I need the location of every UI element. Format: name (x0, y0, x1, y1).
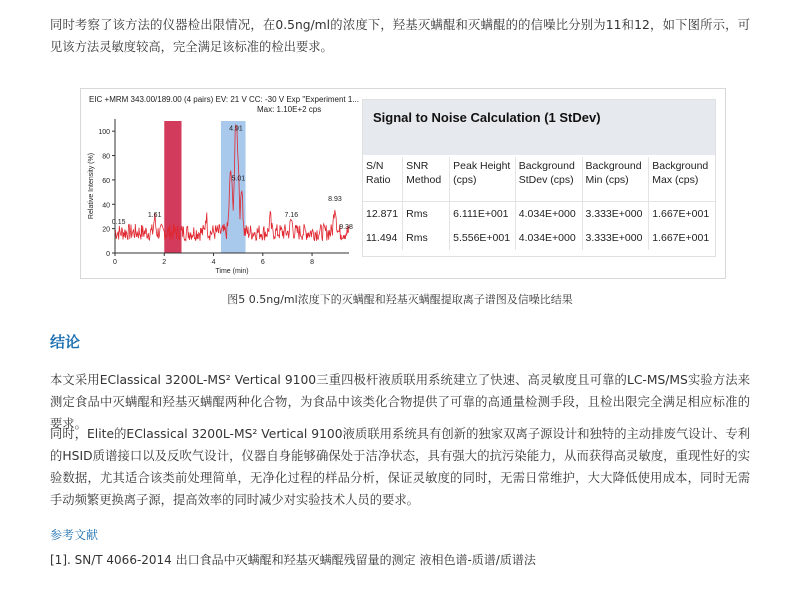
y-tick-label: 60 (102, 177, 110, 185)
peak-label: 8.93 (328, 196, 342, 204)
table-cell: 6.111E+001 (450, 202, 516, 227)
y-tick-label: 0 (106, 251, 110, 258)
y-tick-label: 40 (102, 202, 110, 210)
y-tick-label: 80 (102, 153, 110, 161)
col-header: SNR Method (403, 157, 450, 202)
conclusion-paragraph-1: 本文采用EClassical 3200L-MS² Vertical 9100三重四极杆液质联用系统建立了快速、高灵敏度且可靠的LC-MS/MS实验方法来测定食品中灭螨醌和羟基灭螨醌两种化合物，为食品中该类化合物提供了可靠的高通量检测手段，且检出限完全满足相应标准的要求。 (50, 373, 750, 431)
references-heading: 参考文献 (50, 528, 99, 542)
chromatogram-chart (81, 89, 364, 280)
table-cell: 5.556E+001 (450, 226, 516, 250)
x-tick-label: 2 (162, 259, 167, 266)
snr-title: Signal to Noise Calculation (1 StDev) (363, 100, 715, 155)
conclusion-paragraph-2: 同时，Elite的EClassical 3200L-MS² Vertical 9100液质联用系统具有创新的独家双离子源设计和独特的主动排废气设计、专利的HSID质谱接口以及反吹气设计，仪器自身能够确保处于洁净状态，具有强大的抗污染能力，从而获得高灵敏度，重现性好的实验数据，尤其适合该类前处理简单，无净化过程的样品分析，保证灵敏度的同时，无需日常维护，大大降低使用成本，同时无需手动频繁更换离子源，提高效率的同时减少对实验技术人员的要求。 (50, 427, 750, 507)
reference-item: [1]. SN/T 4066-2014 出口食品中灭螨醌和羟基灭螨醌残留量的测定 液相色谱-质谱/质谱法 (50, 553, 536, 567)
peak-label: 4.91 (229, 125, 243, 133)
chart-header-line2: Max: 1.10E+2 cps (257, 105, 322, 114)
table-cell: Rms (403, 202, 450, 227)
x-tick-label: 4 (211, 259, 216, 266)
y-axis-label: Relative Intensity (%) (88, 152, 95, 220)
table-row (363, 226, 715, 250)
x-tick-label: 6 (260, 259, 265, 266)
snr-panel (362, 99, 716, 257)
highlight-window (221, 121, 246, 253)
col-header: Background StDev (cps) (515, 157, 582, 202)
snr-table (363, 157, 715, 250)
conclusion-heading: 结论 (50, 333, 81, 351)
table-cell: 4.034E+000 (515, 226, 582, 250)
intro-paragraph: 同时考察了该方法的仪器检出限情况，在0.5ng/ml的浓度下，羟基灭螨醌和灭螨醌的的信噪比分别为11和12，如下图所示，可见该方法灵敏度较高，完全满足该标准的检出要求。 (50, 18, 750, 54)
table-cell: 4.034E+000 (515, 202, 582, 227)
col-header: Peak Height (cps) (450, 157, 516, 202)
figure-panel (80, 88, 726, 279)
x-tick-label: 0 (113, 259, 117, 266)
table-cell: 3.333E+000 (582, 202, 649, 227)
table-cell: 11.494 (366, 232, 398, 244)
peak-label: 1.61 (147, 211, 162, 219)
y-tick-label: 100 (98, 129, 110, 137)
table-cell: 12.871 (366, 208, 399, 220)
table-row (363, 202, 715, 227)
peak-label: 0.15 (111, 219, 126, 227)
peak-label: 5.01 (231, 175, 246, 183)
table-cell: 1.667E+001 (649, 202, 715, 227)
col-header: Background Min (cps) (582, 157, 649, 202)
y-tick-label: 20 (102, 226, 110, 234)
x-tick-label: 8 (310, 259, 315, 266)
chart-header-line1: EIC +MRM 343.00/189.00 (4 pairs) EV: 21 V CC: -30 V Exp "Experiment 1... (89, 95, 359, 104)
figure-caption: 图5 0.5ng/ml浓度下的灭螨醌和羟基灭螨醌提取离子谱图及信噪比结果 (227, 293, 573, 306)
col-header: S/N Ratio (363, 157, 403, 202)
table-cell: 3.333E+000 (582, 226, 649, 250)
peak-label: 9.38 (339, 224, 353, 232)
table-cell: 1.667E+001 (649, 226, 715, 250)
col-header: Background Max (cps) (649, 157, 715, 202)
table-cell: Rms (403, 226, 450, 250)
x-axis-label: Time (min) (215, 268, 249, 275)
peak-label: 7.16 (284, 211, 299, 219)
snr-table-header (363, 157, 715, 202)
